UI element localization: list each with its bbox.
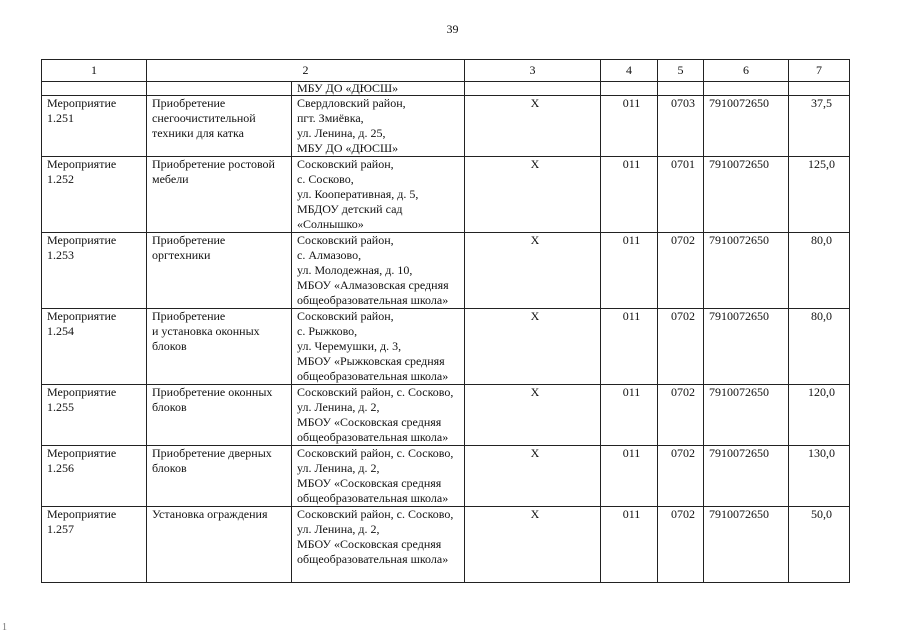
cell-line: МБДОУ детский сад	[297, 202, 403, 216]
cell-line: с. Рыжково,	[297, 324, 358, 338]
cell-line: 1.257	[47, 522, 74, 536]
cell-line: Приобретение оконных	[152, 385, 273, 399]
cell-line: Сосковский район, с. Сосково,	[297, 446, 454, 460]
header-cell-1: 1	[42, 60, 147, 82]
cell-line: общеобразовательная школа»	[297, 369, 449, 383]
cell-line: Сосковский район, с. Сосково,	[297, 507, 454, 521]
table-row	[42, 385, 850, 446]
item-cell	[147, 507, 292, 583]
amount-cell: 80,0	[789, 309, 850, 385]
target-article-cell: 7910072650	[704, 507, 789, 583]
cell-line: 1.255	[47, 400, 74, 414]
header-cell-2: 2	[147, 60, 465, 82]
continuation-cell-6	[658, 82, 704, 96]
cell-line: Приобретение дверных	[152, 446, 272, 460]
amount-cell: 80,0	[789, 233, 850, 309]
item-cell	[147, 157, 292, 233]
mark-cell: X	[465, 233, 601, 309]
cell-line: оргтехники	[152, 248, 211, 262]
target-article-cell: 7910072650	[704, 233, 789, 309]
cell-line: Сосковский район, с. Сосково,	[297, 385, 454, 399]
target-article-cell: 7910072650	[704, 446, 789, 507]
continuation-cell-2	[147, 82, 292, 96]
amount-cell: 50,0	[789, 507, 850, 583]
cell-line: Приобретение	[152, 233, 226, 247]
mark-cell: X	[465, 507, 601, 583]
cell-line: общеобразовательная школа»	[297, 491, 449, 505]
event-cell	[42, 233, 147, 309]
item-cell	[147, 233, 292, 309]
cell-line: Мероприятие	[47, 446, 117, 460]
cell-line: 1.254	[47, 324, 74, 338]
code-cell: 011	[601, 446, 658, 507]
item-cell	[147, 96, 292, 157]
continuation-cell-8	[789, 82, 850, 96]
section-cell: 0702	[658, 446, 704, 507]
item-cell	[147, 385, 292, 446]
table-row	[42, 233, 850, 309]
target-article-cell: 7910072650	[704, 157, 789, 233]
continuation-cell-1	[42, 82, 147, 96]
table-row	[42, 96, 850, 157]
cell-line: Приобретение	[152, 96, 226, 110]
event-cell	[42, 507, 147, 583]
cell-line: Сосковский район,	[297, 309, 394, 323]
cell-line: МБОУ «Алмазовская средняя	[297, 278, 449, 292]
amount-cell: 130,0	[789, 446, 850, 507]
address-cell	[292, 385, 465, 446]
event-cell	[42, 96, 147, 157]
amount-cell: 125,0	[789, 157, 850, 233]
budget-table	[41, 59, 850, 583]
cell-line: мебели	[152, 172, 189, 186]
mark-cell: X	[465, 309, 601, 385]
code-cell: 011	[601, 233, 658, 309]
cell-line: Мероприятие	[47, 309, 117, 323]
cell-line: МБУ ДО «ДЮСШ»	[297, 141, 399, 155]
section-cell: 0701	[658, 157, 704, 233]
section-cell: 0702	[658, 385, 704, 446]
header-cell-4: 4	[601, 60, 658, 82]
cell-line: 1.252	[47, 172, 74, 186]
cell-line: ул. Черемушки, д. 3,	[297, 339, 402, 353]
item-cell	[147, 309, 292, 385]
cell-line: общеобразовательная школа»	[297, 552, 449, 566]
amount-cell: 120,0	[789, 385, 850, 446]
target-article-cell: 7910072650	[704, 96, 789, 157]
cell-line: с. Сосково,	[297, 172, 354, 186]
header-cell-3: 3	[465, 60, 601, 82]
section-cell: 0703	[658, 96, 704, 157]
address-cell	[292, 446, 465, 507]
cell-line: снегоочистительной	[152, 111, 256, 125]
mark-cell: X	[465, 96, 601, 157]
header-row	[42, 60, 850, 82]
item-cell	[147, 446, 292, 507]
address-cell	[292, 507, 465, 583]
code-cell: 011	[601, 157, 658, 233]
table-row	[42, 309, 850, 385]
cell-line: Приобретение ростовой	[152, 157, 275, 171]
event-cell	[42, 157, 147, 233]
cell-line: пгт. Змиёвка,	[297, 111, 364, 125]
cell-line: МБОУ «Сосковская средняя	[297, 476, 442, 490]
header-cell-5: 5	[658, 60, 704, 82]
cell-line: ул. Ленина, д. 2,	[297, 522, 380, 536]
cell-line: Мероприятие	[47, 96, 117, 110]
page-number: 39	[446, 22, 459, 36]
address-cell	[292, 96, 465, 157]
continuation-row	[42, 82, 850, 96]
cell-line: блоков	[152, 461, 187, 475]
cell-line: 1.251	[47, 111, 74, 125]
cell-line: с. Алмазово,	[297, 248, 362, 262]
code-cell: 011	[601, 96, 658, 157]
address-cell	[292, 233, 465, 309]
section-cell: 0702	[658, 507, 704, 583]
table-row	[42, 507, 850, 583]
cell-line: ул. Ленина, д. 2,	[297, 461, 380, 475]
cell-line: блоков	[152, 400, 187, 414]
cell-line: Мероприятие	[47, 157, 117, 171]
section-cell: 0702	[658, 233, 704, 309]
cell-line: техники для катка	[152, 126, 245, 140]
continuation-cell-4	[465, 82, 601, 96]
cell-line: Мероприятие	[47, 385, 117, 399]
amount-cell: 37,5	[789, 96, 850, 157]
continuation-cell-7	[704, 82, 789, 96]
cell-line: общеобразовательная школа»	[297, 430, 449, 444]
header-cell-6: 6	[704, 60, 789, 82]
mark-cell: X	[465, 157, 601, 233]
cell-line: ул. Ленина, д. 2,	[297, 400, 380, 414]
cell-line: ул. Ленина, д. 25,	[297, 126, 386, 140]
cell-line: Сосковский район,	[297, 233, 394, 247]
cell-line: 1.256	[47, 461, 74, 475]
cell-line: МБОУ «Рыжковская средняя	[297, 354, 445, 368]
code-cell: 011	[601, 385, 658, 446]
event-cell	[42, 385, 147, 446]
event-cell	[42, 446, 147, 507]
cell-line: блоков	[152, 339, 187, 353]
cell-line: Сосковский район,	[297, 157, 394, 171]
mark-cell: X	[465, 385, 601, 446]
cell-line: Мероприятие	[47, 233, 117, 247]
target-article-cell: 7910072650	[704, 385, 789, 446]
cell-line: ул. Кооперативная, д. 5,	[297, 187, 419, 201]
cell-line: МБОУ «Сосковская средняя	[297, 415, 442, 429]
cell-line: Мероприятие	[47, 507, 117, 521]
address-cell	[292, 157, 465, 233]
header-cell-7: 7	[789, 60, 850, 82]
cell-line: и установка оконных	[152, 324, 260, 338]
address-cell	[292, 309, 465, 385]
table-row	[42, 446, 850, 507]
continuation-cell-5	[601, 82, 658, 96]
stray-mark: 1	[2, 622, 7, 633]
cell-line: Свердловский район,	[297, 96, 406, 110]
section-cell: 0702	[658, 309, 704, 385]
code-cell: 011	[601, 309, 658, 385]
cell-line: 1.253	[47, 248, 74, 262]
mark-cell: X	[465, 446, 601, 507]
cell-line: «Солнышко»	[297, 217, 364, 231]
table-row	[42, 157, 850, 233]
cell-line: Установка ограждения	[152, 507, 268, 521]
cell-line: МБОУ «Сосковская средняя	[297, 537, 442, 551]
code-cell: 011	[601, 507, 658, 583]
target-article-cell: 7910072650	[704, 309, 789, 385]
continuation-cell-3: МБУ ДО «ДЮСШ»	[292, 82, 465, 96]
event-cell	[42, 309, 147, 385]
cell-line: общеобразовательная школа»	[297, 293, 449, 307]
cell-line: ул. Молодежная, д. 10,	[297, 263, 413, 277]
cell-line: Приобретение	[152, 309, 226, 323]
